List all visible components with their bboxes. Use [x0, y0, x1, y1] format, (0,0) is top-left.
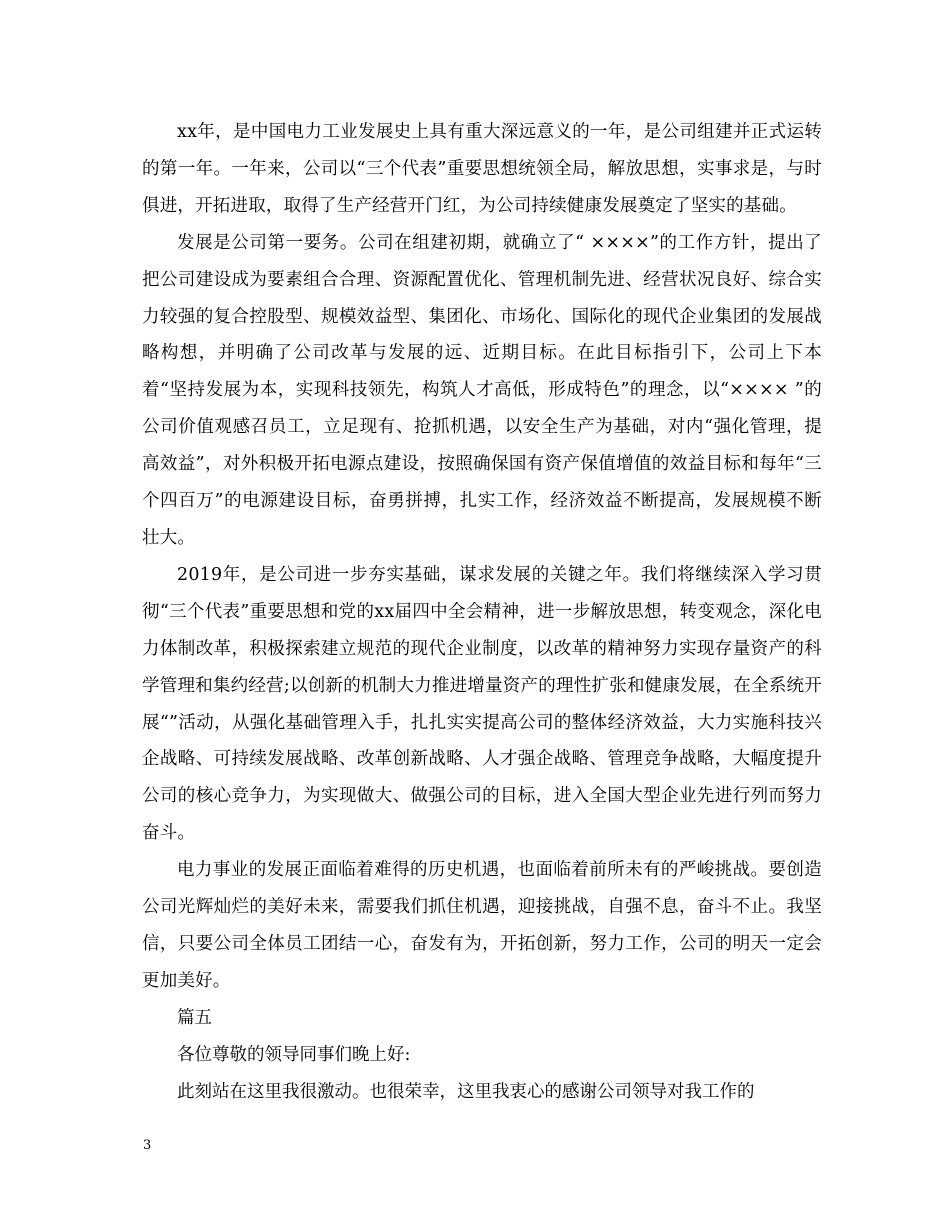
document-body [142, 114, 822, 1110]
section-heading: 篇五 [177, 1007, 212, 1028]
paragraph-opening: xx年，是中国电力工业发展史上具有重大深远意义的一年，是公司组建并正式运转的第一年。一年来，公司以“三个代表”重要思想统领全局，解放思想，实事求是，与时俱进，开拓进取，取得了生产经营开门红，为公司持续健康发展奠定了坚实的基础。 [142, 122, 822, 216]
paragraph-2019-plan: 2019年，是公司进一步夯实基础，谋求发展的关键之年。我们将继续深入学习贯彻“三个代表”重要思想和党的xx届四中全会精神，进一步解放思想，转变观念，深化电力体制改革，积极探索建立规范的现代企业制度，以改革的精神努力实现存量资产的科学管理和集约经营;以创新的机制大力推进增量资产的理性扩张和健康发展，在全系统开展“”活动，从强化基础管理入手，扎扎实实提高公司的整体经济效益，大力实施科技兴企战略、可持续发展战略、改革创新战略、人才强企战略、管理竞争战略，大幅度提升公司的核心竞争力，为实现做大、做强公司的目标，进入全国大型企业先进行列而努力奋斗。 [142, 564, 822, 844]
paragraph-outlook: 电力事业的发展正面临着难得的历史机遇，也面临着前所未有的严峻挑战。要创造公司光辉灿烂的美好未来，需要我们抓住机遇，迎接挑战，自强不息，奋斗不止。我坚信，只要公司全体员工团结一心，奋发有为，开拓创新，努力工作，公司的明天一定会更加美好。 [142, 860, 822, 991]
paragraph-development: 发展是公司第一要务。公司在组建初期，就确立了“ ××××”的工作方针，提出了把公司建设成为要素组合合理、资源配置优化、管理机制先进、经营状况良好、综合实力较强的复合控股型、规模效益型、集团化、市场化、国际化的现代企业集团的发展战略构想，并明确了公司改革与发展的远、近期目标。在此目标指引下，公司上下本着“坚持发展为本，实现科技领先，构筑人才高低，形成特色”的理念，以“×××× ”的公司价值观感召员工，立足现有、抢抓机遇，以安全生产为基础，对内“强化管理，提高效益”，对外积极开拓电源点建设，按照确保国有资产保值增值的效益目标和每年“三个四百万”的电源建设目标，奋勇拼搏，扎实工作，经济效益不断提高，发展规模不断壮大。 [142, 232, 822, 548]
page-number: 3 [143, 1138, 152, 1153]
speech-greeting: 各位尊敬的领导同事们晚上好: [177, 1044, 411, 1065]
speech-opening-line: 此刻站在这里我很激动。也很荣幸，这里我衷心的感谢公司领导对我工作的 [177, 1081, 755, 1102]
